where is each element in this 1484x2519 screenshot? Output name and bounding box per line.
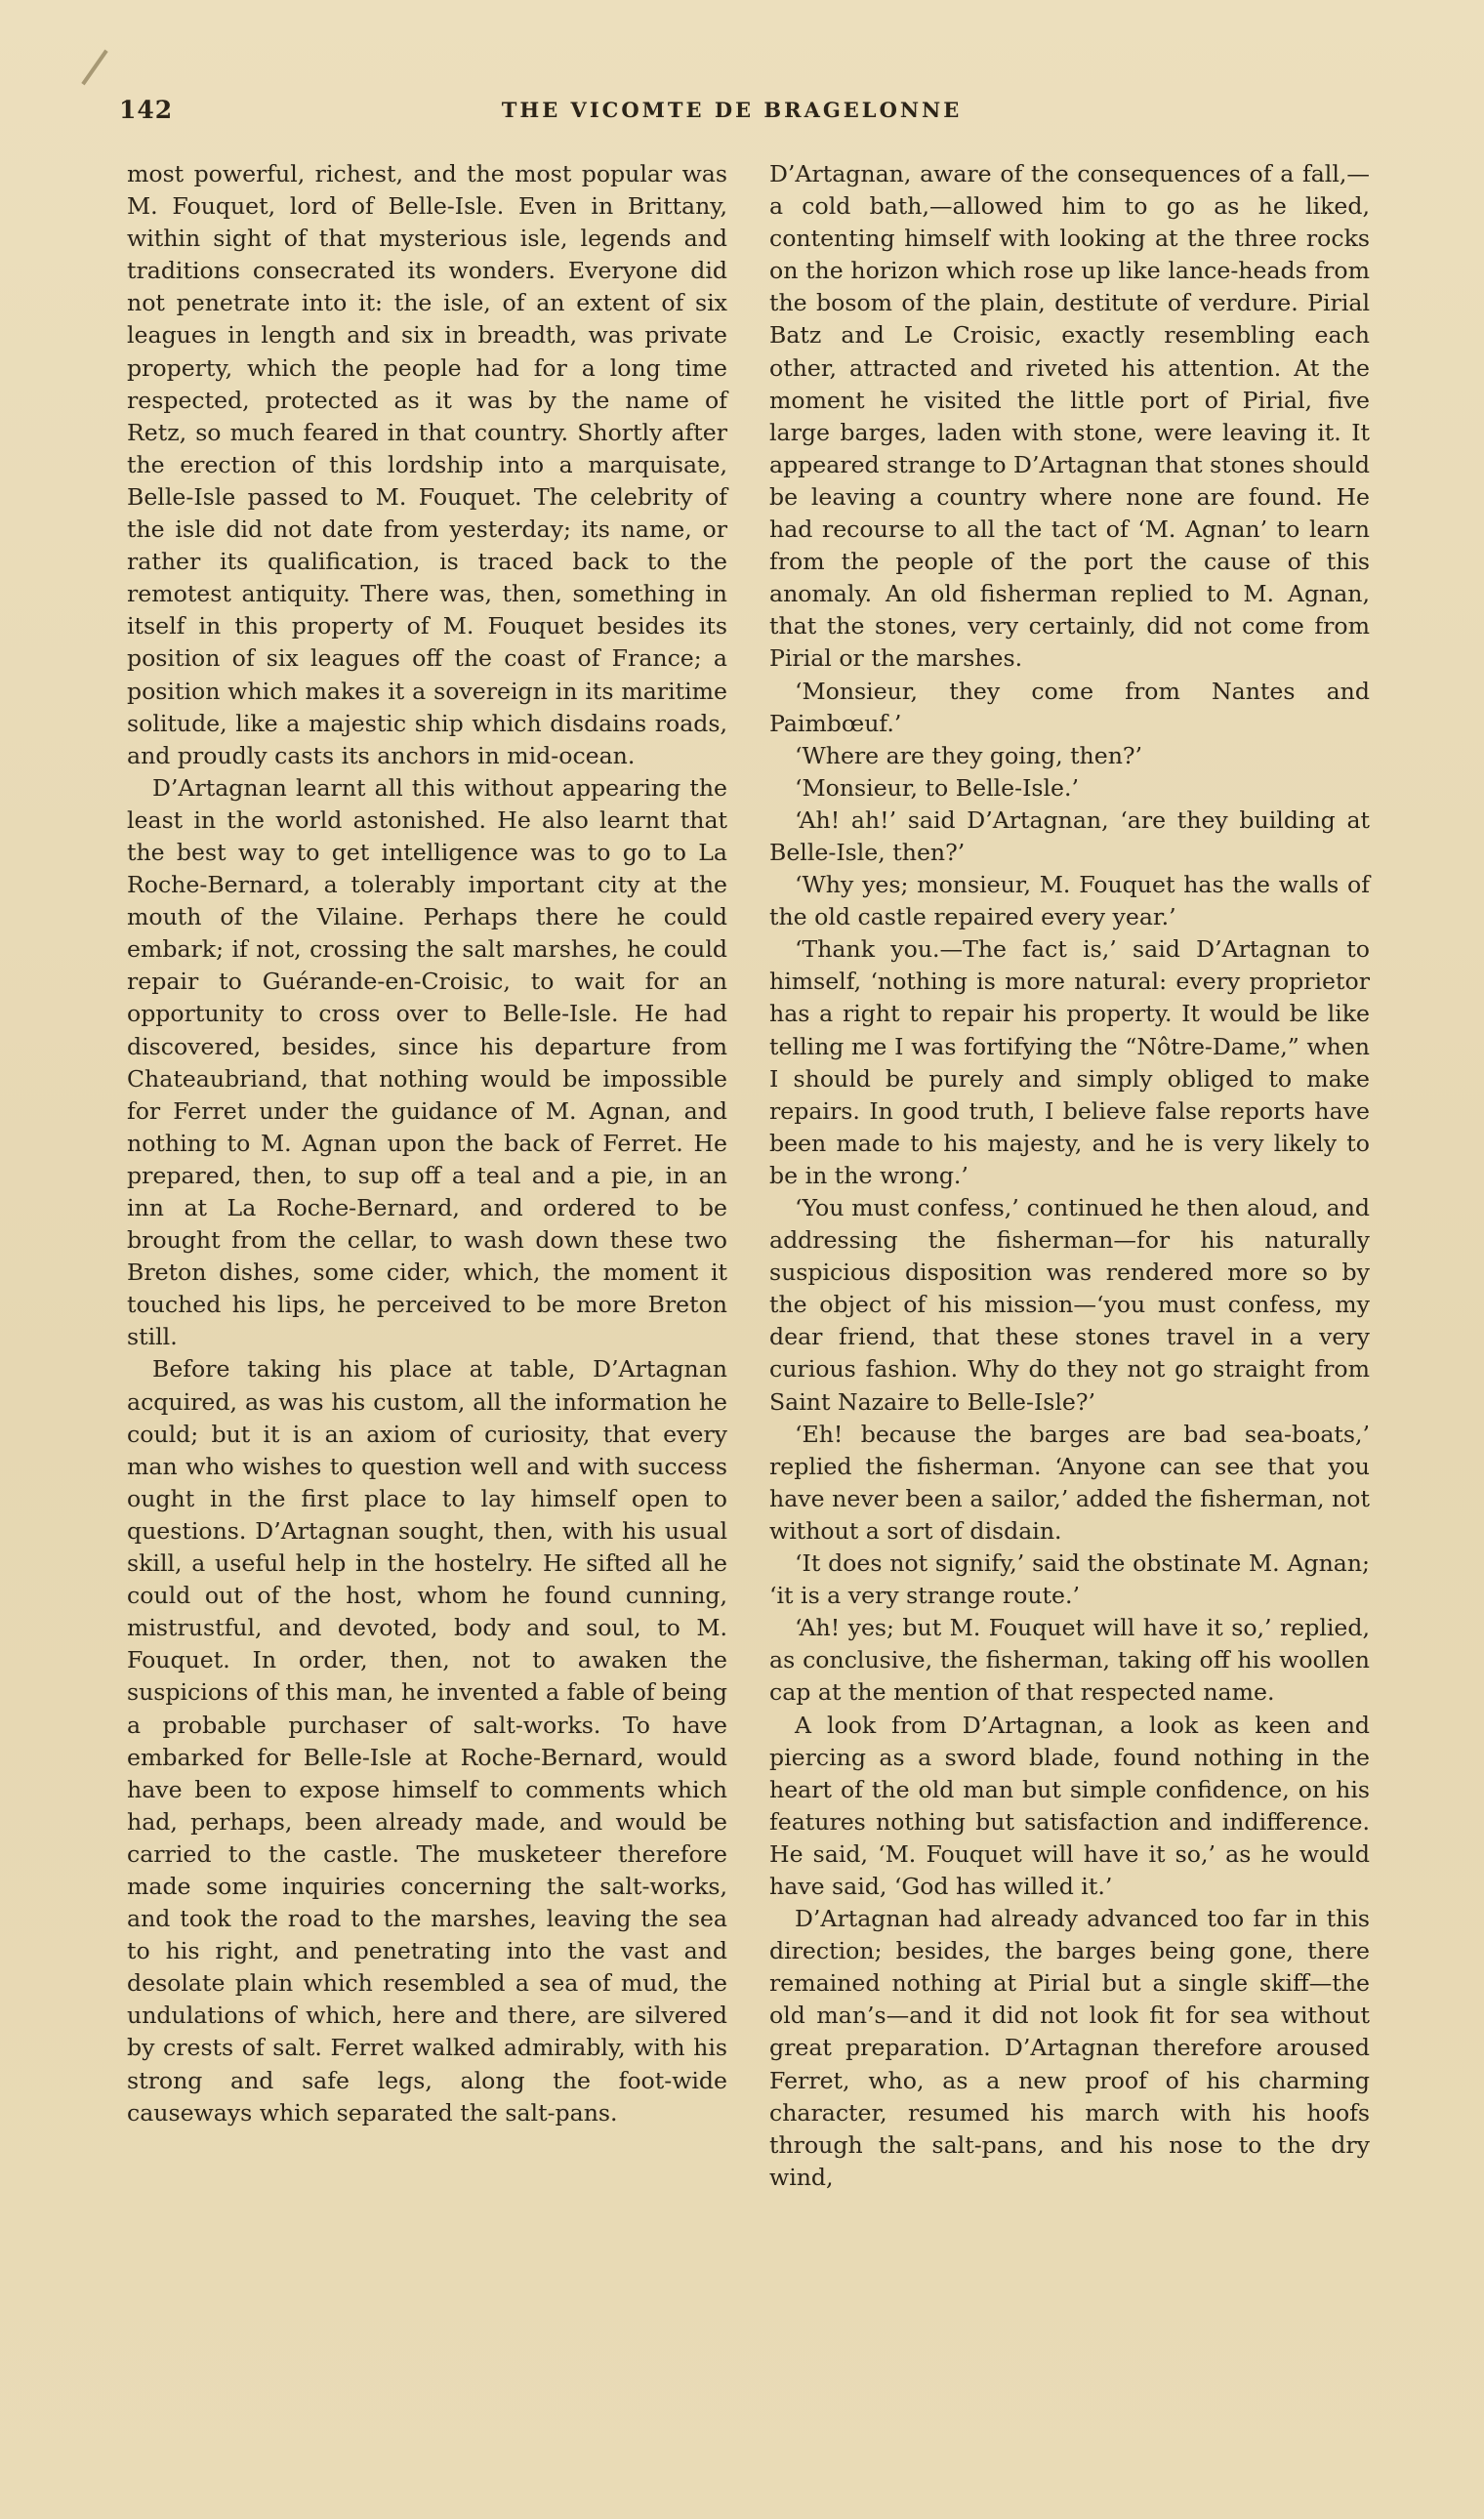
paragraph: ‘Ah! yes; but M. Fouquet will have it so,’ replied, as conclusive, the fisherman, taking off his woollen cap at the mention of that respected name. [769,1614,1370,1707]
paragraph: A look from D’Artagnan, a look as keen and piercing as a sword blade, found nothing in the heart of the old man but simple confidence, on his features nothing but satisfaction and indifference. He said, ‘M. Fouquet will have it so,’ as he would have said, ‘God has willed it.’ [769,1711,1370,1900]
left-column [127,158,727,2129]
paragraph: ‘Thank you.—The fact is,’ said D’Artagnan to himself, ‘nothing is more natural: every proprietor has a right to repair his property. It would be like telling me I was fortifying the “Nôtre-Dame,” when I should be purely and simply obliged to make repairs. In good truth, I believe false reports have been made to his majesty, and he is very likely to be in the wrong.’ [769,935,1370,1189]
paragraph: D’Artagnan, aware of the consequences of a fall,—a cold bath,—allowed him to go as he liked, contenting himself with looking at the three rocks on the horizon which rose up like lance-heads from the bosom of the plain, destitute of verdure. Pirial Batz and Le Croisic, exactly resembling each other, attracted and riveted his attention. At the moment he visited the little port of Pirial, five large barges, laden with stone, were leaving it. It appeared strange to D’Artagnan that stones should be leaving a country where none are found. He had recourse to all the tact of ‘M. Agnan’ to learn from the people of the port the cause of this anomaly. An old fisherman replied to M. Agnan, that the stones, very certainly, did not come from Pirial or the marshes. [769,160,1371,673]
paragraph: D’Artagnan learnt all this without appearing the least in the world astonished. He also learnt that the best way to get intelligence was to go to La Roche-Bernard, a tolerably important city at the mouth of the Vilaine. Perhaps there he could embark; if not, crossing the salt marshes, he could repair to Guérande-en-Croisic, to wait for an opportunity to cross over to Belle-Isle. He had discovered, besides, since his departure from Chateaubriand, that nothing would be impossible for Ferret under the guidance of M. Agnan, and nothing to M. Agnan upon the back of Ferret. He prepared, then, to sup off a teal and a pie, in an inn at La Roche-Bernard, and ordered to be brought from the cellar, to wash down these two Breton dishes, some cider, which, the moment it touched his lips, he perceived to be more Breton still. [127,773,727,1351]
paragraph: ‘Ah! ah!’ said D’Artagnan, ‘are they building at Belle-Isle, then?’ [769,805,1370,866]
paragraph: ‘Monsieur, they come from Nantes and Paimbœuf.’ [769,677,1370,737]
paragraph: ‘Where are they going, then?’ [795,741,1143,769]
running-title: THE VICOMTE DE BRAGELONNE [501,98,963,122]
paragraph: most powerful, richest, and the most popular was M. Fouquet, lord of Belle-Isle. Even in Brittany, within sight of that mysterious isle, legends and traditions consecrated its wonders. Everyone did not penetrate into it: the isle, of an extent of six leagues in length and six in breadth, was private property, which the people had for a long time respected, protected as it was by the name of Retz, so much feared in that country. Shortly after the erection of this lordship into a marquisate, Belle-Isle passed to M. Fouquet. The celebrity of the isle did not date from yesterday; its name, or rather its qualification, is traced back to the remotest antiquity. There was, then, something in itself in this property of M. Fouquet besides its position of six leagues off the coast of France; a position which makes it a sovereign in its maritime solitude, like a majestic ship which disdains roads, and proudly casts its anchors in mid-ocean. [127,160,727,769]
page-header [119,96,1344,135]
paragraph: Before taking his place at table, D’Artagnan acquired, as was his custom, all the information he could; but it is an axiom of curiosity, that every man who wishes to question well and with success ought in the first place to lay himself open to questions. D’Artagnan sought, then, with his usual skill, a useful help in the hostelry. He sifted all he could out of the host, whom he found cunning, mistrustful, and devoted, body and soul, to M. Fouquet. In order, then, not to awaken the suspicions of this man, he invented a fable of being a probable purchaser of salt-works. To have embarked for Belle-Isle at Roche-Bernard, would have been to expose himself to comments which had, perhaps, been already made, and would be carried to the castle. The musketeer therefore made some inquiries concerning the salt-works, and took the road to the marshes, leaving the sea to his right, and penetrating into the vast and desolate plain which resembled a sea of mud, the undulations of which, here and there, are silvered by crests of salt. Ferret walked admirably, with his strong and safe legs, along the foot-wide causeways which separated the salt-pans. [127,1355,727,2127]
paragraph: ‘Why yes; monsieur, M. Fouquet has the walls of the old castle repaired every year.’ [769,871,1370,931]
paragraph: D’Artagnan had already advanced too far in this direction; besides, the barges being gone, there remained nothing at Pirial but a single skiff—the old man’s—and it did not look fit for sea without great preparation. D’Artagnan therefore aroused Ferret, who, as a new proof of his charming character, resumed his march with his hoofs through the salt-pans, and his nose to the dry wind, [769,1905,1370,2191]
paragraph: ‘You must confess,’ continued he then aloud, and addressing the fisherman—for his naturally suspicious disposition was rendered more so by the object of his mission—‘you must confess, my dear friend, that these stones travel in a very curious fashion. Why do they not go straight from Saint Nazaire to Belle-Isle?’ [769,1194,1370,1416]
page-number: 142 [119,96,174,124]
paragraph: ‘Eh! because the barges are bad sea-boats,’ replied the fisherman. ‘Anyone can see that you have never been a sailor,’ added the fisherman, not without a sort of disdain. [769,1420,1370,1545]
paragraph: ‘It does not signify,’ said the obstinate M. Agnan; ‘it is a very strange route.’ [769,1549,1370,1610]
right-column [769,158,1370,2194]
paragraph: ‘Monsieur, to Belle-Isle.’ [795,773,1080,802]
pencil-mark [81,50,107,86]
